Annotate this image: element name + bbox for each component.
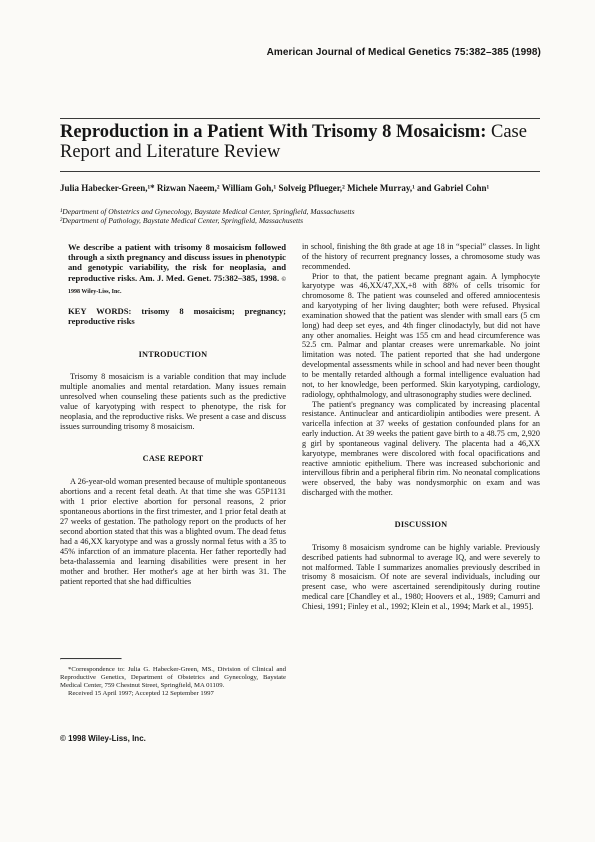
introduction-paragraph: Trisomy 8 mosaicism is a variable condition that may include multiple anomalies and mental retardation. Many issues remain unresolved when counseling these patients such as the predictive value of karyotyping with respect to phenotype, the risk for neoplasia, and the reproductive risks. We present a case and discuss issues surrounding trisomy 8 mosaicism.	[60, 372, 286, 432]
discussion-paragraph: Trisomy 8 mosaicism syndrome can be highly variable. Previously described patients had subnormal to average IQ, and were severely to not malformed. Table I summarizes anomalies previously described in trisomy 8 mosaicism. Of note are several individuals, including our present case, who were ascertained serendipitously during routine medical care [Chandley et al., 1980; Hoovers et al., 1989; Camurri and Chiesi, 1991; Finley et al., 1992; Klein et al., 1994; Mark et al., 1995].	[302, 542, 540, 611]
right-paragraph-3: The patient's pregnancy was complicated by increasing placental resistance. Antinuclear and anticardiolipin antibodies were present. A varicella infection at 37 weeks of gestation confounded plans for an early induction. At 39 weeks the patient gave birth to a 48.75 cm, 2,920 g girl by spontaneous vaginal delivery. The placenta had a 46,XX karyotype, membranes were discolored with focal opacifications and reactive amniotic epithelium. There was increased subchorionic and intervillous fibrin and a peripheral fibrin rim. No neonatal complications were observed, the baby was nondysmorphic on exam and was discharged with the mother.	[302, 399, 540, 498]
discussion-heading: DISCUSSION	[394, 519, 448, 529]
affiliation-1: ¹Department of Obstetrics and Gynecology, Baystate Medical Center, Springfield, Massachusetts	[60, 207, 355, 216]
affiliation-2: ²Department of Pathology, Baystate Medical Center, Springfield, Massachusetts	[60, 216, 304, 225]
copyright-notice: © 1998 Wiley-Liss, Inc.	[60, 734, 146, 743]
right-column	[302, 242, 540, 612]
author-list: Julia Habecker-Green,¹* Rizwan Naeem,² William Goh,¹ Solveig Pflueger,² Michele Murray,¹ and Gabriel Cohn¹	[60, 183, 490, 193]
abstract-copyright: © 1998 Wiley-Liss, Inc.	[68, 276, 286, 295]
affiliations	[60, 207, 540, 225]
left-column	[60, 242, 286, 587]
title-top-rule	[60, 118, 540, 119]
footnote-block	[60, 658, 286, 698]
right-paragraph-2: Prior to that, the patient became pregnant again. A lymphocyte karyotype was 46,XX/47,XX,+8 with 88% of cells trisomic for chromosome 8. The patient was counseled and offered amniocentesis and karyotyping of her living daughter; both were refused. Physical examination showed that the patient was slender with small ears (5 cm long) had deep set eyes, and 4th finger clinodactyly, but did not have any other anomalies. Height was 155 cm and head circumference was 52.5 cm. Palmar and plantar creases were unremarkable. No joint limitation was noted. The patient reported that she had undergone developmental assessments while in school and had never been thought to be mentally retarded although a formal intelligence evaluation had not, to her knowledge, been performed. Skin karyotyping, cardiology, radiology, ophthalmology, and ultrasonography studies were declined.	[302, 271, 540, 399]
keywords	[68, 306, 286, 326]
title-subtitle: Case Report and Literature Review	[60, 122, 527, 162]
case-report-heading: CASE REPORT	[142, 454, 204, 464]
title-bottom-rule	[60, 171, 540, 172]
abstract	[68, 242, 286, 297]
received-footnote: Received 15 April 1997; Accepted 12 September 1997	[68, 690, 214, 698]
article-title	[60, 122, 540, 162]
keywords-text: trisomy 8 mosaicism; pregnancy; reproductive risks	[68, 306, 286, 327]
introduction-heading: INTRODUCTION	[138, 350, 208, 360]
correspondence-footnote: *Correspondence to: Julia G. Habecker-Green, MS., Division of Clinical and Reproductive Genetics, Department of Obstetrics and Gynecology, Baystate Medical Center, 759 Chestnut Street, Springfield, MA 01109.	[60, 666, 286, 690]
title-bold: Reproduction in a Patient With Trisomy 8 Mosaicism:	[60, 122, 487, 142]
running-head: American Journal of Medical Genetics 75:382–385 (1998)	[266, 47, 541, 58]
keywords-label: KEY WORDS:	[68, 306, 132, 317]
case-report-paragraph: A 26-year-old woman presented because of multiple spontaneous abortions and a recent fetal death. At that time she was G5P1131 with 1 prior elective abortion for personal reasons, 2 prior spontaneous abortions in the first trimester, and 1 prior fetal death at 27 weeks of gestation. The pathology report on the products of her second abortion stated that this was a blighted ovum. The dead fetus had a 46,XX karyotype and was a grossly normal fetus with a 35 to 45% infarction of an immature placenta. Her father reportedly had beta-thalassemia and learning disabilities were present in her mother and brother. Her mother's age at her birth was 31. The patient reported that she had difficulties	[60, 477, 286, 586]
right-paragraph-1: in school, finishing the 8th grade at age 18 in “special” classes. In light of the history of recurrent pregnancy losses, a chromosome study was recommended.	[302, 242, 540, 271]
abstract-text: We describe a patient with trisomy 8 mosaicism followed through a sixth pregnancy and discuss issues in phenotypic and genotypic variability, the risk for neoplasia, and reproductive risks. Am. J. Med. Genet. 75:382–385, 1998.	[68, 242, 286, 283]
